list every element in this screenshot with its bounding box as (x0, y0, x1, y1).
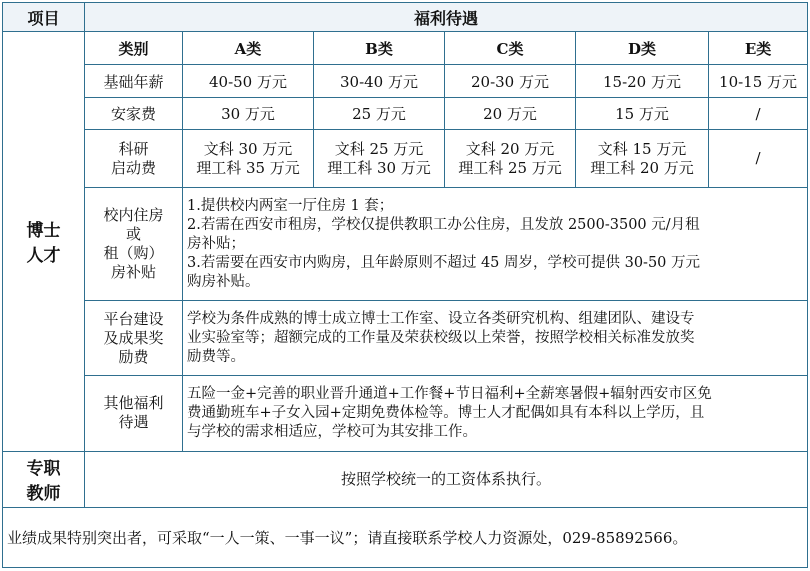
other-line: 费通勤班车+子女入园+定期免费体检等。博士人才配偶如具有本科以上学历，且 (187, 404, 705, 421)
research-d (576, 130, 709, 188)
housing-line: 2.若需在西安市租房，学校仅提供教职工办公住房，且发放 2500-3500 元/月租 (187, 216, 700, 233)
col-type-a: A类 (183, 32, 314, 65)
other-label-line: 待遇 (118, 413, 149, 432)
research-d-line: 理工科 20 万元 (590, 158, 694, 177)
research-row (3, 130, 808, 188)
research-a-line: 文科 30 万元 (203, 139, 293, 158)
col-item-header: 项目 (3, 3, 85, 32)
research-e: / (709, 130, 808, 188)
housing-label-line: 或 (125, 225, 141, 244)
housing-label (85, 188, 183, 301)
fulltime-text: 按照学校统一的工资体系执行。 (85, 451, 808, 507)
salary-a: 40-50 万元 (183, 65, 314, 98)
research-d-line: 文科 15 万元 (597, 139, 687, 158)
platform-label-line: 励费 (118, 347, 149, 366)
other-row (3, 375, 808, 451)
col-type: 类别 (85, 32, 183, 65)
footer-note: 业绩成果特别突出者，可采取“一人一策、一事一议”；请直接联系学校人力资源处，029-85892566。 (3, 507, 808, 567)
platform-label (85, 301, 183, 375)
research-label-line: 科研 (118, 139, 149, 158)
col-benefits-header: 福利待遇 (85, 3, 808, 32)
phd-category-cell (3, 32, 85, 452)
housing-label-line: 校内住房 (103, 206, 164, 225)
housing-label-line: 房补贴 (110, 263, 156, 282)
settling-e: / (709, 98, 808, 130)
settling-label: 安家费 (85, 98, 183, 130)
housing-line: 3.若需要在西安市内购房，且年龄原则不超过 45 周岁，学校可提供 30-50 万元 (187, 254, 701, 271)
platform-row (3, 301, 808, 375)
col-type-b: B类 (314, 32, 445, 65)
salary-e: 10-15 万元 (709, 65, 808, 98)
other-label (85, 375, 183, 451)
other-text (183, 375, 808, 451)
settling-a: 30 万元 (183, 98, 314, 130)
footer-row (3, 507, 808, 567)
other-line: 与学校的需求相适应，学校可为其安排工作。 (187, 423, 477, 440)
platform-line: 励费等。 (187, 348, 245, 365)
phd-category-line: 博士 (26, 221, 61, 242)
research-c-line: 文科 20 万元 (465, 139, 555, 158)
other-label-line: 其他福利 (103, 394, 164, 413)
col-type-c: C类 (445, 32, 576, 65)
other-line: 五险一金+完善的职业晋升通道+工作餐+节日福利+全薪寒暑假+辐射西安市区免 (187, 385, 712, 402)
housing-row (3, 188, 808, 301)
salary-b: 30-40 万元 (314, 65, 445, 98)
research-c-line: 理工科 25 万元 (458, 158, 562, 177)
research-label (85, 130, 183, 188)
research-b-line: 理工科 30 万元 (327, 158, 431, 177)
fulltime-category-line: 教师 (26, 484, 61, 505)
housing-text (183, 188, 808, 301)
header-row (3, 3, 808, 32)
salary-label: 基础年薪 (85, 65, 183, 98)
research-a-line: 理工科 35 万元 (196, 158, 300, 177)
research-a (183, 130, 314, 188)
fulltime-row (3, 451, 808, 507)
platform-text (183, 301, 808, 375)
platform-line: 业实验室等；超额完成的工作量及荣获校级以上荣誉，按照学校相关标准发放奖 (187, 329, 695, 346)
housing-line: 购房补贴。 (187, 273, 260, 290)
phd-category-line: 人才 (26, 246, 61, 267)
platform-label-line: 及成果奖 (103, 328, 164, 347)
col-type-e: E类 (709, 32, 808, 65)
housing-label-line: 租（购） (103, 244, 164, 263)
research-b-line: 文科 25 万元 (334, 139, 424, 158)
settling-d: 15 万元 (576, 98, 709, 130)
platform-label-line: 平台建设 (103, 309, 164, 328)
platform-line: 学校为条件成熟的博士成立博士工作室、设立各类研究机构、组建团队、建设专 (187, 310, 695, 327)
salary-row (3, 65, 808, 98)
fulltime-category-line: 专职 (26, 459, 61, 480)
col-type-d: D类 (576, 32, 709, 65)
settling-c: 20 万元 (445, 98, 576, 130)
salary-c: 20-30 万元 (445, 65, 576, 98)
research-c (445, 130, 576, 188)
fulltime-category-cell (3, 451, 85, 507)
salary-d: 15-20 万元 (576, 65, 709, 98)
settling-row (3, 98, 808, 130)
research-label-line: 启动费 (110, 158, 156, 177)
benefits-table (2, 2, 808, 568)
research-b (314, 130, 445, 188)
phd-columns-row (3, 32, 808, 65)
settling-b: 25 万元 (314, 98, 445, 130)
housing-line: 1.提供校内两室一厅住房 1 套； (187, 197, 394, 214)
housing-line: 房补贴； (187, 235, 245, 252)
